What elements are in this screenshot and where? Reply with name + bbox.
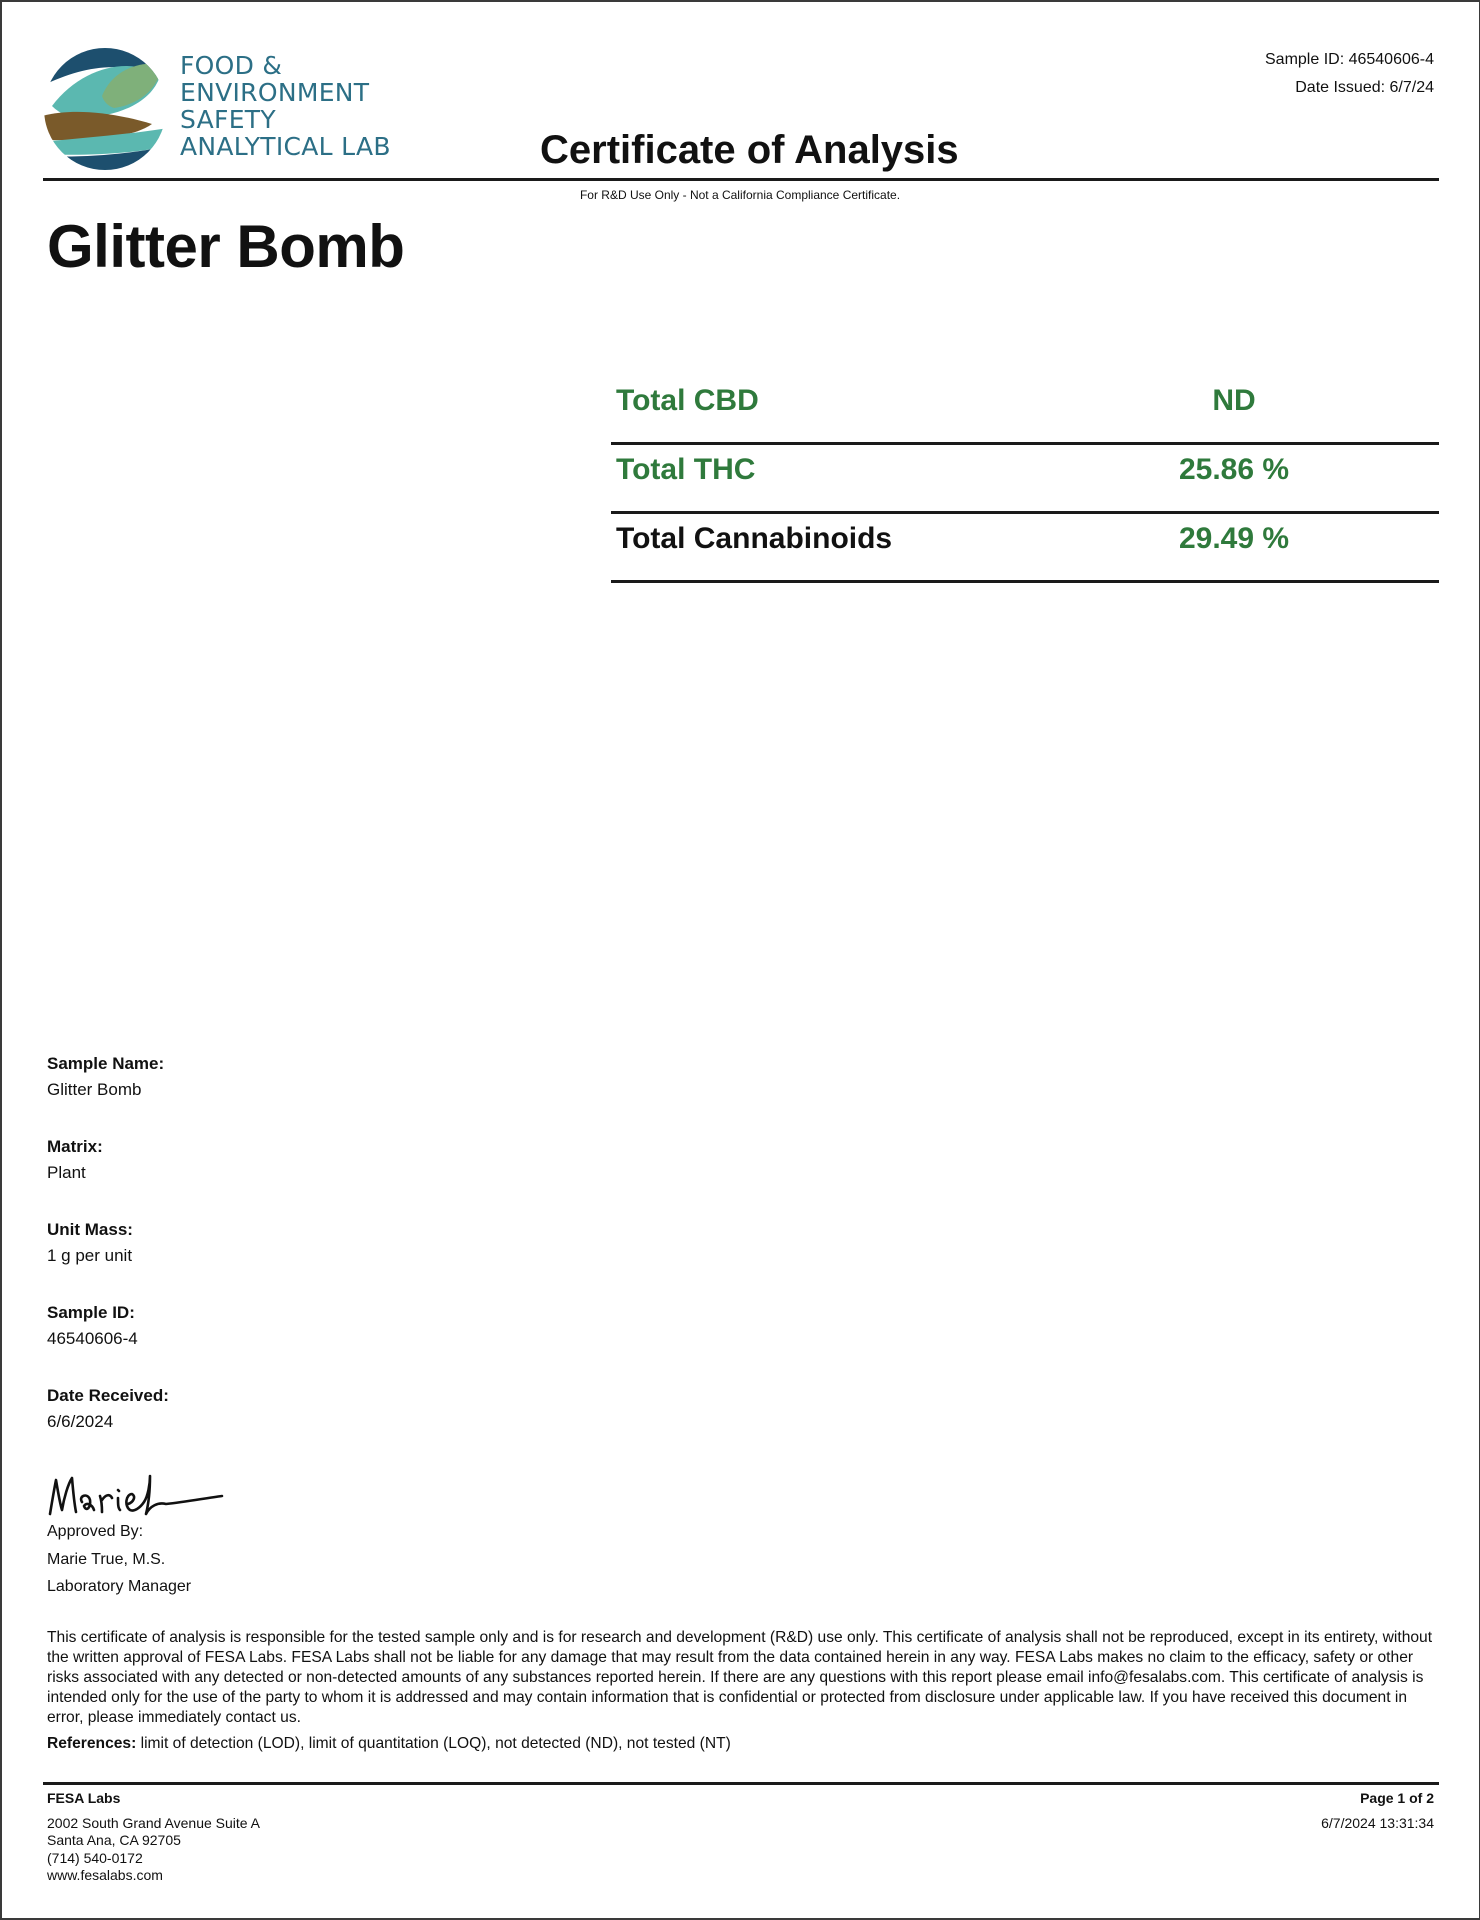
info-value: Plant	[47, 1163, 86, 1182]
approval-block	[47, 1518, 191, 1601]
summary-label: Total Cannabinoids	[616, 522, 893, 555]
info-label: Matrix:	[47, 1137, 103, 1156]
footer-divider	[43, 1782, 1439, 1785]
signature	[46, 1462, 226, 1525]
product-name: Glitter Bomb	[47, 213, 405, 280]
info-block-date-received	[47, 1384, 547, 1467]
sample-info	[47, 1052, 547, 1467]
info-label: Date Received:	[47, 1386, 169, 1405]
signature-icon	[46, 1462, 226, 1520]
page-number: Page 1 of 2	[1360, 1790, 1434, 1806]
document-title: Certificate of Analysis	[540, 128, 959, 172]
approved-by-label: Approved By:	[47, 1523, 144, 1540]
footer-phone: (714) 540-0172	[47, 1849, 143, 1866]
info-value: 46540606-4	[47, 1329, 138, 1348]
info-block-sample-id	[47, 1301, 547, 1384]
footer-address-line-2: Santa Ana, CA 92705	[47, 1832, 181, 1848]
references-text: limit of detection (LOD), limit of quantitation (LOQ), not detected (ND), not tested (NT)	[136, 1735, 731, 1752]
footer-page-info	[1321, 1790, 1434, 1832]
info-block-sample-name	[47, 1052, 547, 1135]
footer-address-line-1: 2002 South Grand Avenue Suite A	[47, 1814, 261, 1831]
footer-timestamp: 6/7/2024 13:31:34	[1321, 1814, 1434, 1831]
potency-summary	[611, 376, 1439, 583]
lab-name-line-4: ANALYTICAL LAB	[180, 132, 391, 161]
summary-value: 29.49 %	[1178, 522, 1290, 555]
approver-role: Laboratory Manager	[47, 1578, 192, 1595]
info-label: Sample ID:	[47, 1303, 135, 1322]
lab-logo	[42, 42, 402, 174]
references	[47, 1734, 731, 1754]
summary-value: 25.86 %	[1178, 453, 1290, 486]
footer-address	[47, 1790, 260, 1885]
summary-label: Total THC	[616, 453, 756, 486]
lab-name-line-1: FOOD &	[180, 51, 283, 80]
lab-logo-icon	[42, 46, 168, 172]
info-label: Unit Mass:	[47, 1220, 133, 1239]
lab-name-line-3: SAFETY	[180, 105, 276, 134]
info-value: 1 g per unit	[47, 1246, 133, 1265]
references-label: References:	[47, 1735, 137, 1752]
approver-name: Marie True, M.S.	[47, 1550, 166, 1568]
legal-disclaimer: This certificate of analysis is responsible for the tested sample only and is for research and development (R&D) use only. This certificate of analysis shall not be reproduced, except in its entirety, without the written approval of FESA Labs. FESA Labs shall not be liable for any damage that may result from the data contained herein in any way. FESA Labs makes no claim to the efficacy, safety or other risks associated with any detected or non-detected amounts of any substances reported herein. If there are any questions with this report please email info@fesalabs.com. This certificate of analysis is intended only for the use of the party to whom it is addressed and may contain information that is confidential or protected from disclosure under applicable law. If you have received this document in error, please immediately contact us.	[47, 1629, 1433, 1726]
info-block-matrix	[47, 1135, 547, 1218]
header-date-issued: Date Issued: 6/7/24	[1295, 79, 1434, 96]
summary-value: ND	[1212, 384, 1256, 417]
lab-name	[180, 52, 391, 160]
summary-row-total-cannabinoids	[611, 514, 1439, 583]
summary-row-total-cbd	[611, 376, 1439, 445]
info-block-unit-mass	[47, 1218, 547, 1301]
info-value: Glitter Bomb	[47, 1080, 142, 1099]
footer-company: FESA Labs	[47, 1790, 121, 1806]
footer-website[interactable]: www.fesalabs.com	[47, 1867, 163, 1883]
header-sample-id: Sample ID: 46540606-4	[1265, 51, 1434, 68]
info-value: 6/6/2024	[47, 1412, 114, 1431]
lab-name-line-2: ENVIRONMENT	[180, 78, 370, 107]
header-divider	[43, 178, 1439, 181]
summary-row-total-thc	[611, 445, 1439, 514]
header-meta	[1265, 46, 1434, 102]
info-label: Sample Name:	[47, 1054, 165, 1073]
summary-label: Total CBD	[616, 384, 759, 417]
compliance-disclaimer: For R&D Use Only - Not a California Compliance Certificate.	[579, 188, 901, 202]
